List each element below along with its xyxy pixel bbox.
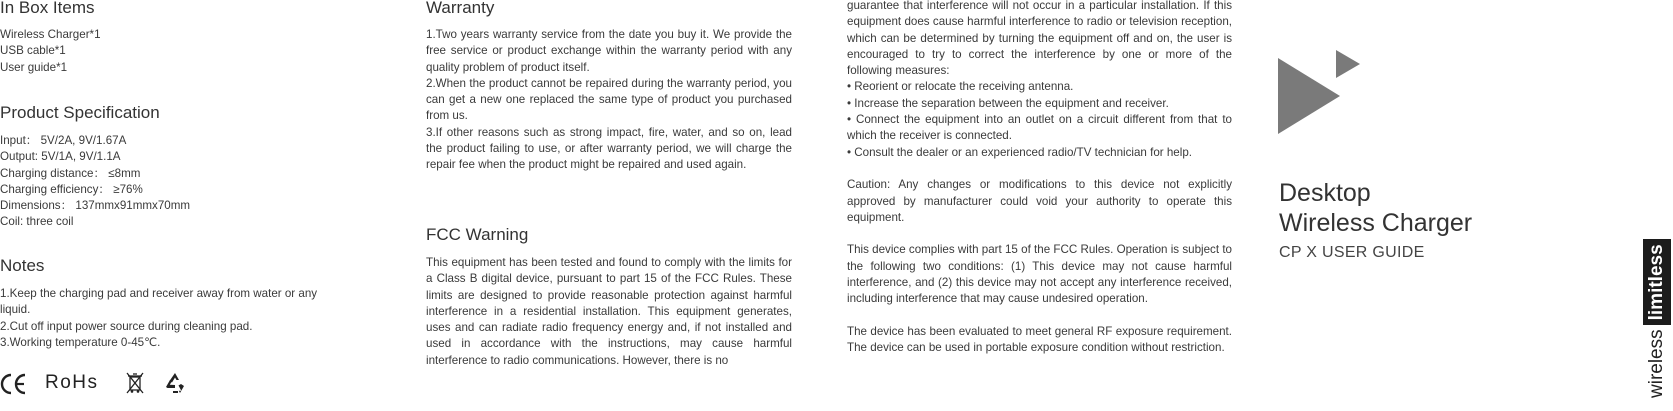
in-box-title: In Box Items xyxy=(0,0,95,17)
product-title-line1: Desktop xyxy=(1279,179,1371,207)
fcc-caution: Caution: Any changes or modifications to this device not explicitly approved by manufacturer could void your authority to operate this equipment. xyxy=(847,178,1232,224)
warranty-paragraph: 2.When the product cannot be repaired during the warranty period, you can get a new one replaced the same type of product you purchased from us. xyxy=(426,76,792,123)
warranty-title: Warranty xyxy=(426,0,495,17)
brand-wordmark xyxy=(1643,244,1671,400)
note-item: 1.Keep the charging pad and receiver away from water or any liquid. xyxy=(0,287,318,317)
fcc-rf-exposure: The device has been evaluated to meet general RF exposure requirement. The device can be used in portable exposure condition without restriction. xyxy=(847,324,1232,355)
spacer xyxy=(847,161,1232,177)
spec-item: Output: 5V/1A, 9V/1.1A xyxy=(0,150,121,164)
warranty-paragraph: 3.If other reasons such as strong impact, fire, water, and so on, lead the product failing to use, or after warranty period, we will charge the repair fee when the product might be repaired and used again. xyxy=(426,125,792,172)
note-item: 3.Working temperature 0-45℃. xyxy=(0,335,161,349)
fcc-continued-intro: guarantee that interference will not occur in a particular installation. If this equipment does cause harmful interference to radio or television reception, which can be determined by turning the equipment off and on, the user is encouraged to try to correct the interference by one or more of the following measures: xyxy=(847,0,1232,78)
notes-title: Notes xyxy=(0,256,45,275)
notes-list xyxy=(0,286,345,351)
warranty-paragraph: 1.Two years warranty service from the date you buy it. We provide the free service or product exchange within the warranty period with any quality problem of product itself. xyxy=(426,28,792,74)
fcc-measure: • Increase the separation between the equipment and receiver. xyxy=(847,96,1169,110)
in-box-item: Wireless Charger*1 xyxy=(0,28,101,41)
spec-item: Charging distance： ≤8mm xyxy=(0,166,141,180)
play-triangles-logo-icon xyxy=(1278,50,1362,136)
brand-wordmark-rotated xyxy=(1643,244,1671,400)
brand-word-wireless: wireless xyxy=(1646,329,1667,398)
product-subtitle: CP X USER GUIDE xyxy=(1279,244,1425,261)
spec-title: Product Specification xyxy=(0,103,160,122)
spec-list xyxy=(0,133,190,231)
spacer xyxy=(847,308,1232,324)
note-item: 2.Cut off input power source during cleaning pad. xyxy=(0,319,253,333)
fcc-measure: • Connect the equipment into an outlet on a circuit different from that to which the receiver is connected. xyxy=(847,113,1232,143)
spec-item: Dimensions： 137mmx91mmx70mm xyxy=(0,199,191,213)
certification-marks xyxy=(0,370,200,398)
fcc-paragraph: This equipment has been tested and found to comply with the limits for a Class B digital device, pursuant to part 15 of the FCC Rules. These limits are designed to provide reasonable protection against harmful interference in a residential installation. This equipment generates, uses and can radiate radio frequency energy and, if not installed and used in accordance with the instructions, may cause harmful interference to radio communications. However, there is no xyxy=(426,256,792,367)
warranty-text xyxy=(426,27,792,174)
fcc-part15: This device complies with part 15 of the FCC Rules. Operation is subject to the following two conditions: (1) This device may not cause harmful interference, and (2) this device may not accept any interference received, including interference that may cause undesired operation. xyxy=(847,243,1232,306)
fcc-text xyxy=(426,255,792,369)
rohs-mark: RoHs xyxy=(45,372,99,393)
in-box-item: USB cable*1 xyxy=(0,44,66,58)
fcc-measure: • Consult the dealer or an experienced radio/TV technician for help. xyxy=(847,145,1192,159)
in-box-list xyxy=(0,27,101,76)
brand-word-limitless: limitless xyxy=(1643,239,1671,325)
product-title xyxy=(1279,178,1472,238)
spec-item: Coil: three coil xyxy=(0,215,74,229)
ce-mark-icon xyxy=(0,372,28,396)
spec-item: Input： 5V/2A, 9V/1.67A xyxy=(0,134,127,147)
fcc-title: FCC Warning xyxy=(426,225,529,244)
in-box-item: User guide*1 xyxy=(0,60,68,74)
spacer xyxy=(847,226,1232,242)
recycle-icon xyxy=(163,371,187,395)
weee-crossed-bin-icon xyxy=(125,371,145,395)
product-title-line2: Wireless Charger xyxy=(1279,209,1473,237)
spec-item: Charging efficiency： ≥76% xyxy=(0,182,143,196)
fcc-continued-text xyxy=(847,0,1232,357)
fcc-measure: • Reorient or relocate the receiving antenna. xyxy=(847,80,1074,94)
